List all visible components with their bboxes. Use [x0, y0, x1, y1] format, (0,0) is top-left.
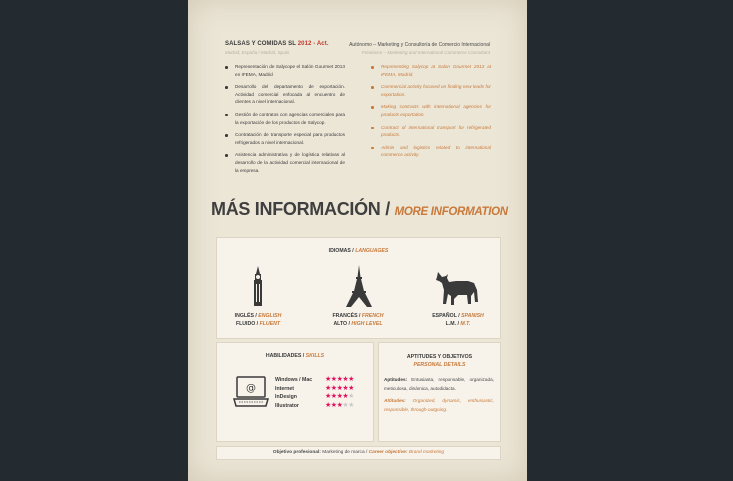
star-rating-row	[325, 402, 354, 411]
lang-level-en: M.T.	[460, 321, 471, 327]
star-filled-icon: ★	[325, 393, 331, 400]
star-filled-icon: ★	[336, 401, 343, 409]
objective-box	[216, 446, 501, 460]
lang-name-en: ENGLISH	[258, 313, 282, 319]
job-bullets-en	[371, 63, 491, 164]
skill-name: Illustrator	[275, 402, 299, 409]
spanish-label	[418, 312, 498, 328]
aptitudes-label-en: Attitudes:	[384, 398, 406, 403]
star-filled-icon: ★	[330, 376, 337, 383]
star-filled-icon: ★	[330, 393, 337, 400]
more-info-title-en: MORE INFORMATION	[394, 206, 508, 218]
lang-level-en: HIGH LEVEL	[351, 321, 383, 327]
star-filled-icon: ★	[342, 393, 349, 400]
star-filled-icon: ★	[348, 376, 354, 383]
lang-level-es: ALTO /	[333, 321, 350, 327]
skills-title-en: SKILLS	[305, 353, 325, 359]
aptitudes-title-en: PERSONAL DETAILS	[413, 362, 466, 368]
aptitudes-en	[384, 397, 494, 414]
skills-title	[217, 353, 373, 359]
bullet-en: Commercial activity focused on finding new leads for exportation.	[371, 83, 491, 98]
bullet-es: Desarrollo del departamento de exportación. Actividad comercial enfocada al encuentro de clientes a nivel internacional.	[225, 83, 345, 106]
star-empty-icon: ★	[342, 401, 349, 409]
star-rating-row	[325, 393, 354, 402]
job-years: 2012 - Act.	[297, 41, 329, 47]
eiffel-tower-icon	[345, 265, 373, 307]
company-label: SALSAS Y COMIDAS SL	[225, 41, 296, 47]
bullet-es: Gestión de contratos con agencias comerciales para la exportación de los productos de Salycop.	[225, 111, 345, 126]
aptitudes-box	[378, 342, 501, 442]
star-filled-icon: ★	[330, 384, 337, 392]
bullet-es: Asistencia administrativa y de logística relativas al desarrollo de la actividad comercial internacional de la empresa.	[225, 151, 345, 174]
star-filled-icon: ★	[330, 401, 337, 409]
lang-name-en: FRENCH	[361, 313, 384, 319]
french-label	[318, 312, 398, 328]
star-filled-icon: ★	[348, 384, 354, 392]
star-filled-icon: ★	[342, 376, 349, 383]
more-info-heading	[211, 199, 508, 220]
languages-title-en: LANGUAGES	[355, 248, 389, 254]
skill-name: Windows / Mac	[275, 377, 313, 383]
objective-label-es: Objetivo profesional:	[272, 450, 321, 455]
star-filled-icon: ★	[325, 376, 331, 383]
company-name	[225, 41, 329, 47]
skills-box	[216, 342, 374, 442]
aptitudes-title-es: APTITUDES Y OBJETIVOS	[406, 354, 473, 360]
objective-text-es: Marketing de marca /	[322, 450, 368, 455]
job-role-es: Autónomo – Marketing y Consultoría de Comercio Internacional	[349, 42, 490, 48]
skill-name: Internet	[275, 385, 295, 392]
star-rating-row	[325, 376, 354, 385]
aptitudes-label-es: Aptitudes:	[384, 377, 408, 382]
more-info-title-es: MÁS INFORMACIÓN /	[211, 199, 390, 219]
star-filled-icon: ★	[336, 376, 343, 383]
big-ben-icon	[252, 266, 264, 306]
bullet-en: Making contracts with international agencies for products exportation.	[371, 103, 491, 118]
objective-text-en: Brand marketing	[408, 450, 445, 455]
job-role-en: Freelance – Marketing and International Commerce Consultant	[361, 50, 490, 55]
aptitudes-title	[379, 353, 500, 369]
lang-name-es: INGLÉS /	[234, 313, 257, 319]
lang-name-es: ESPAÑOL /	[432, 313, 460, 319]
star-filled-icon: ★	[336, 393, 343, 400]
skills-title-es: HABILIDADES /	[265, 353, 305, 359]
aptitudes-content	[384, 376, 494, 414]
laptop-icon	[233, 376, 269, 408]
osborne-bull-icon	[436, 268, 480, 306]
bullet-es: Contratación de transporte especial para productos refrigerados a nivel internacional.	[225, 131, 345, 146]
star-rating-row	[325, 385, 354, 394]
skills-list	[275, 376, 312, 410]
english-label	[218, 312, 298, 328]
lang-level-es: FLUIDO /	[235, 321, 259, 327]
skill-name: InDesign	[275, 394, 297, 400]
languages-title	[217, 248, 500, 254]
job-location: Madrid, España / Madrid, Spain	[225, 50, 290, 55]
star-empty-icon: ★	[348, 393, 354, 400]
job-bullets-es	[225, 63, 345, 179]
lang-level-en: FLUENT	[259, 321, 281, 327]
lang-name-es: FRANCÉS /	[332, 313, 361, 319]
languages-box	[216, 237, 501, 339]
resume-page	[188, 0, 527, 481]
aptitudes-text-en: Organized, dynamic, enthusiastic, responsible, through-outgoing.	[384, 398, 494, 412]
languages-title-es: IDIOMAS /	[328, 248, 354, 254]
star-filled-icon: ★	[325, 384, 331, 392]
lang-level-es: L.M. /	[445, 321, 459, 327]
star-filled-icon: ★	[342, 384, 349, 392]
svg-text:@: @	[246, 383, 256, 394]
star-filled-icon: ★	[325, 401, 331, 409]
star-filled-icon: ★	[336, 384, 343, 392]
star-empty-icon: ★	[348, 401, 354, 409]
bullet-en: Representing Salycop at Salon Gourmet 2013 at IFEMA, Madrid.	[371, 63, 491, 78]
bullet-es: Representación de Salycope el Salón Gourmet 2013 en IFEMA, Madrid	[225, 63, 345, 78]
bullet-en: Admin and logistics related to international commerce activity.	[371, 144, 491, 159]
bullet-en: Contract of international transport for refrigerated products.	[371, 124, 491, 139]
skill-ratings	[325, 376, 354, 410]
aptitudes-text-es: Entusiasta, responsable, organizada, meticulosa, dinámica, autodidacta.	[384, 377, 494, 391]
lang-name-en: SPANISH	[461, 313, 484, 319]
aptitudes-es	[384, 376, 494, 393]
objective-label-en: Career objective:	[368, 450, 408, 455]
objective-line	[217, 447, 500, 459]
